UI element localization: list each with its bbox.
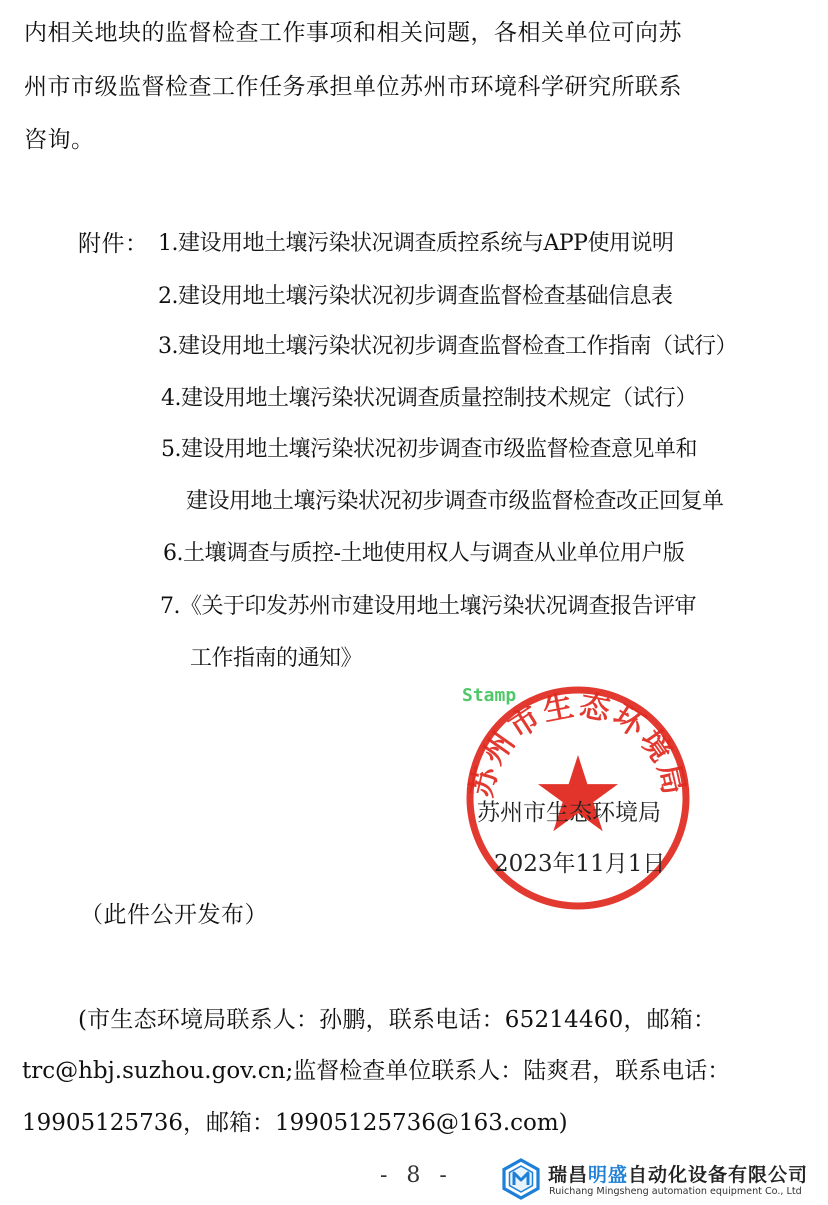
company-logo-icon: [500, 1158, 542, 1200]
company-name-en: Ruichang Mingsheng automation equipment Co., Ltd: [549, 1186, 802, 1197]
brand-part-a: 瑞昌: [548, 1164, 589, 1186]
attachment-item-continued: 工作指南的通知》: [190, 646, 363, 671]
attachment-item: 1.建设用地土壤污染状况调查质控系统与APP使用说明: [158, 231, 674, 256]
intro-line-3: 咨询。: [24, 127, 95, 153]
page-number: - 8 -: [380, 1163, 453, 1188]
intro-line-1: 内相关地块的监督检查工作事项和相关问题，各相关单位可向苏: [24, 20, 682, 46]
seal-ring-text: 苏州市生态环境局: [464, 688, 692, 801]
intro-line-2: 州市市级监督检查工作任务承担单位苏州市环境科学研究所联系: [24, 74, 682, 100]
stamp-tag: Stamp: [462, 685, 517, 706]
attachment-item: 2.建设用地土壤污染状况初步调查监督检查基础信息表: [158, 284, 673, 309]
company-name-cn: [548, 1160, 808, 1187]
publish-note: （此件公开发布）: [80, 902, 268, 928]
contact-line-3: 19905125736，邮箱：19905125736@163.com): [22, 1110, 568, 1136]
issuer-org: 苏州市生态环境局: [477, 800, 661, 826]
attachment-item-continued: 建设用地土壤污染状况初步调查市级监督检查改正回复单: [186, 489, 724, 514]
attachment-item: 6.土壤调查与质控-土地使用权人与调查从业单位用户版: [163, 541, 685, 566]
attachment-item: 4.建设用地土壤污染状况调查质量控制技术规定（试行）: [161, 386, 697, 411]
brand-part-c: 自动化设备有限公司: [628, 1164, 809, 1186]
attachment-item: 3.建设用地土壤污染状况初步调查监督检查工作指南（试行）: [158, 334, 737, 359]
attachments-label: 附件：: [78, 231, 149, 257]
brand-part-b: 明盛: [588, 1164, 629, 1186]
issue-date: 2023年11月1日: [494, 851, 666, 877]
attachment-item: 5.建设用地土壤污染状况初步调查市级监督检查意见单和: [161, 437, 697, 462]
attachment-item: 7.《关于印发苏州市建设用地土壤污染状况调查报告评审: [160, 594, 696, 619]
contact-line-2: trc@hbj.suzhou.gov.cn;监督检查单位联系人：陆爽君，联系电话：: [22, 1058, 731, 1084]
contact-line-1: (市生态环境局联系人：孙鹏，联系电话：65214460，邮箱：: [78, 1007, 717, 1033]
